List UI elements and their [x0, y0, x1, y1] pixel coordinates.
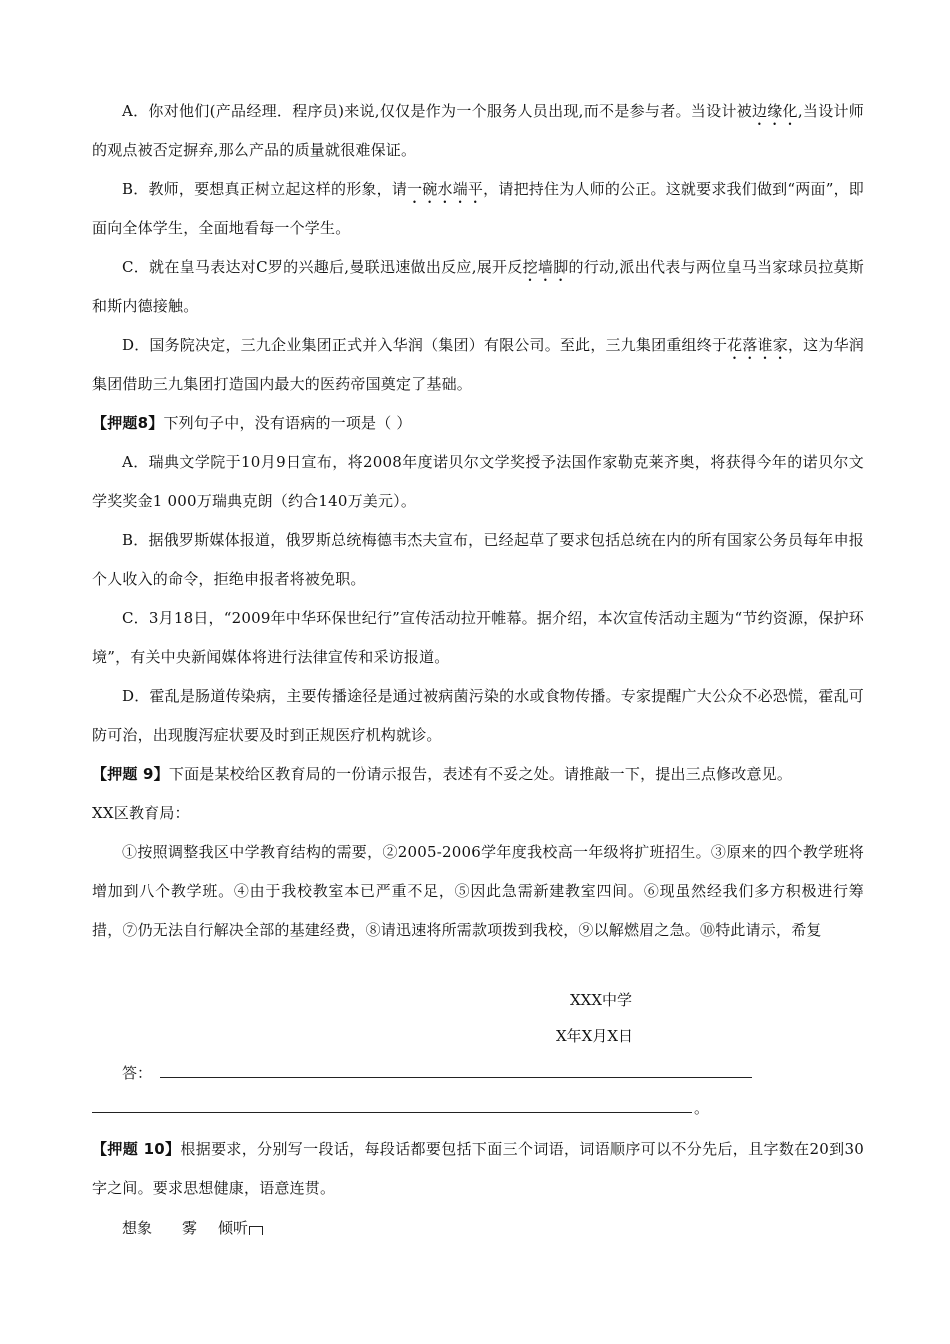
q10-word-2: 雾	[182, 1219, 198, 1237]
cursor-mark-icon	[249, 1226, 263, 1235]
q9-stem-text: 下面是某校给区教育局的一份请示报告，表述有不妥之处。请推敲一下，提出三点修改意见。	[168, 765, 793, 783]
q7-option-c-emphasis: 挖墙脚	[522, 258, 569, 276]
q10-word-1: 想象	[122, 1219, 153, 1237]
q8-stem-text: 下列句子中，没有语病的一项是（ ）	[163, 414, 412, 432]
q9-answer-label: 答：	[122, 1064, 153, 1082]
q9-stem	[92, 755, 864, 794]
q9-heading: 【押题 9】	[92, 765, 169, 783]
q7-option-b-text-end: ，请把持住为人师的公正。这就要求我们做到“两面”，即面向全体学生，全面地看每一个学生。	[92, 180, 864, 237]
q10-word-3-text: 倾听	[218, 1219, 249, 1237]
q8-option-c: C．3月18日，“2009年中华环保世纪行”宣传活动拉开帷幕。据介绍，本次宣传活动主题为“节约资源，保护环境”，有关中央新闻媒体将进行法律宣传和采访报道。	[92, 609, 864, 666]
q7-option-c-text: C．就在皇马表达对C罗的兴趣后,曼联迅速做出反应,展开反	[122, 258, 523, 276]
q7-option-d	[92, 326, 864, 404]
q7-option-a-text-end: ,当设计师的观点被否定摒弃,那么产品的质量就很难保证。	[92, 102, 864, 159]
q10-word-3	[218, 1218, 263, 1238]
q10-stem	[92, 1130, 864, 1208]
q9-answer-end: 。	[694, 1099, 710, 1117]
q8-heading: 【押题8】	[92, 414, 164, 432]
q8-stem	[92, 404, 864, 443]
q8-option-a: A．瑞典文学院于10月9日宣布，将2008年度诺贝尔文学奖授予法国作家勒克莱齐奥，将获得今年的诺贝尔文学奖奖金1 000万瑞典克朗（约合140万美元）。	[92, 453, 864, 510]
q7-option-b-emphasis: 一碗水端平	[407, 180, 484, 198]
q9-report-body: ①按照调整我区中学教育结构的需要，②2005-2006学年度我校高一年级将扩班招生。③原来的四个教学班将增加到八个教学班。④由于我校教室本已严重不足，⑤因此急需新建教室四间。⑥现虽然经我们多方积极进行筹措，⑦仍无法自行解决全部的基建经费，⑧请迅速将所需款项拨到我校，⑨以解燃眉之急。⑩特此请示，希复	[92, 843, 864, 939]
q7-option-a	[92, 92, 864, 170]
q7-option-d-emphasis: 花落谁家	[727, 336, 788, 354]
q7-option-a-emphasis: 边缘化	[751, 102, 798, 120]
q7-option-b-text: B．教师，要想真正树立起这样的形象，请	[122, 180, 408, 198]
q9-signature: XXX中学	[570, 991, 633, 1009]
q8-option-b: B．据俄罗斯媒体报道，俄罗斯总统梅德韦杰夫宣布，已经起草了要求包括总统在内的所有国家公务员每年申报个人收入的命令，拒绝申报者将被免职。	[92, 531, 864, 588]
q7-option-d-text: D．国务院决定，三九企业集团正式并入华润（集团）有限公司。至此，三九集团重组终于	[122, 336, 728, 354]
q9-answer-line-2[interactable]	[92, 1112, 692, 1113]
q9-date: X年X月X日	[556, 1027, 634, 1045]
q7-option-c	[92, 248, 864, 326]
q7-option-d-text-end: ，这为华润集团借助三九集团打造国内最大的医药帝国奠定了基础。	[92, 336, 864, 393]
q10-stem-text: 根据要求，分别写一段话，每段话都要包括下面三个词语，词语顺序可以不分先后，且字数在20到30字之间。要求思想健康，语意连贯。	[92, 1140, 864, 1197]
q8-option-d: D．霍乱是肠道传染病，主要传播途径是通过被病菌污染的水或食物传播。专家提醒广大公众不必恐慌，霍乱可防可治，出现腹泻症状要及时到正规医疗机构就诊。	[92, 687, 864, 744]
q10-heading: 【押题 10】	[92, 1140, 181, 1158]
q9-answer-line-1[interactable]	[160, 1077, 752, 1078]
q7-option-b	[92, 170, 864, 248]
q7-option-a-text: A．你对他们(产品经理．程序员)来说,仅仅是作为一个服务人员出现,而不是参与者。当设计被	[122, 102, 752, 120]
q9-addressee: XX区教育局：	[92, 804, 190, 822]
q7-option-c-text-end: 的行动,派出代表与两位皇马当家球员拉莫斯和斯内德接触。	[92, 258, 864, 315]
